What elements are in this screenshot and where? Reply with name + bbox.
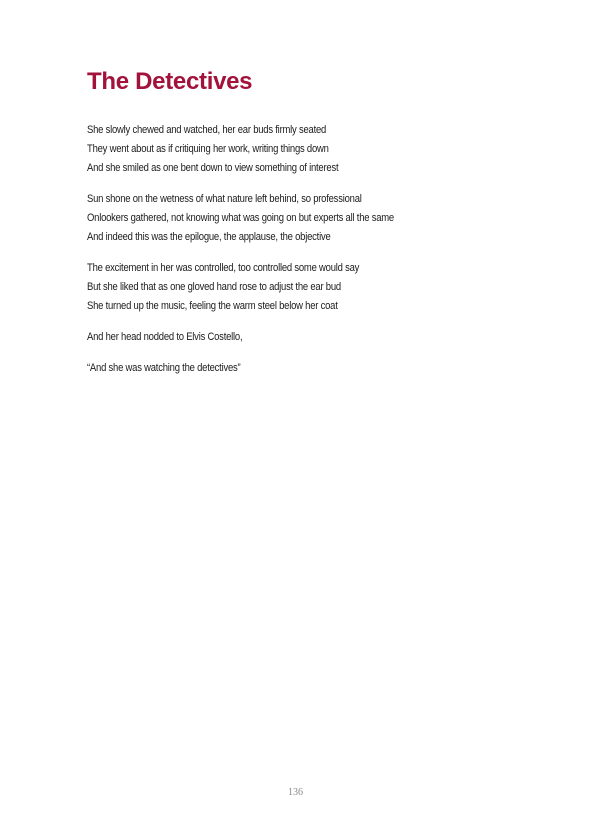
- poem-line: The excitement in her was controlled, too controlled some would say: [87, 262, 360, 274]
- poem-line: But she liked that as one gloved hand rose to adjust the ear bud: [87, 281, 341, 293]
- poem-line: And she smiled as one bent down to view something of interest: [87, 162, 339, 174]
- stanza-1: [87, 121, 527, 178]
- poem-line: She turned up the music, feeling the warm steel below her coat: [87, 300, 338, 312]
- poem-line: “And she was watching the detectives”: [87, 362, 241, 374]
- stanza-5: [87, 359, 527, 378]
- stanza-3: [87, 259, 527, 316]
- stanza-4: [87, 328, 527, 347]
- poem-line: And indeed this was the epilogue, the applause, the objective: [87, 231, 331, 243]
- stanza-2: [87, 190, 527, 247]
- poem-line: They went about as if critiquing her work, writing things down: [87, 143, 329, 155]
- poem-title: The Detectives: [87, 68, 253, 95]
- poem-line: And her head nodded to Elvis Costello,: [87, 331, 243, 343]
- poem-body: [87, 121, 527, 390]
- poem-line: Sun shone on the wetness of what nature left behind, so professional: [87, 193, 362, 205]
- poem-line: Onlookers gathered, not knowing what was going on but experts all the same: [87, 212, 394, 224]
- poem-line: She slowly chewed and watched, her ear buds firmly seated: [87, 124, 327, 136]
- page-number: 136: [288, 787, 303, 798]
